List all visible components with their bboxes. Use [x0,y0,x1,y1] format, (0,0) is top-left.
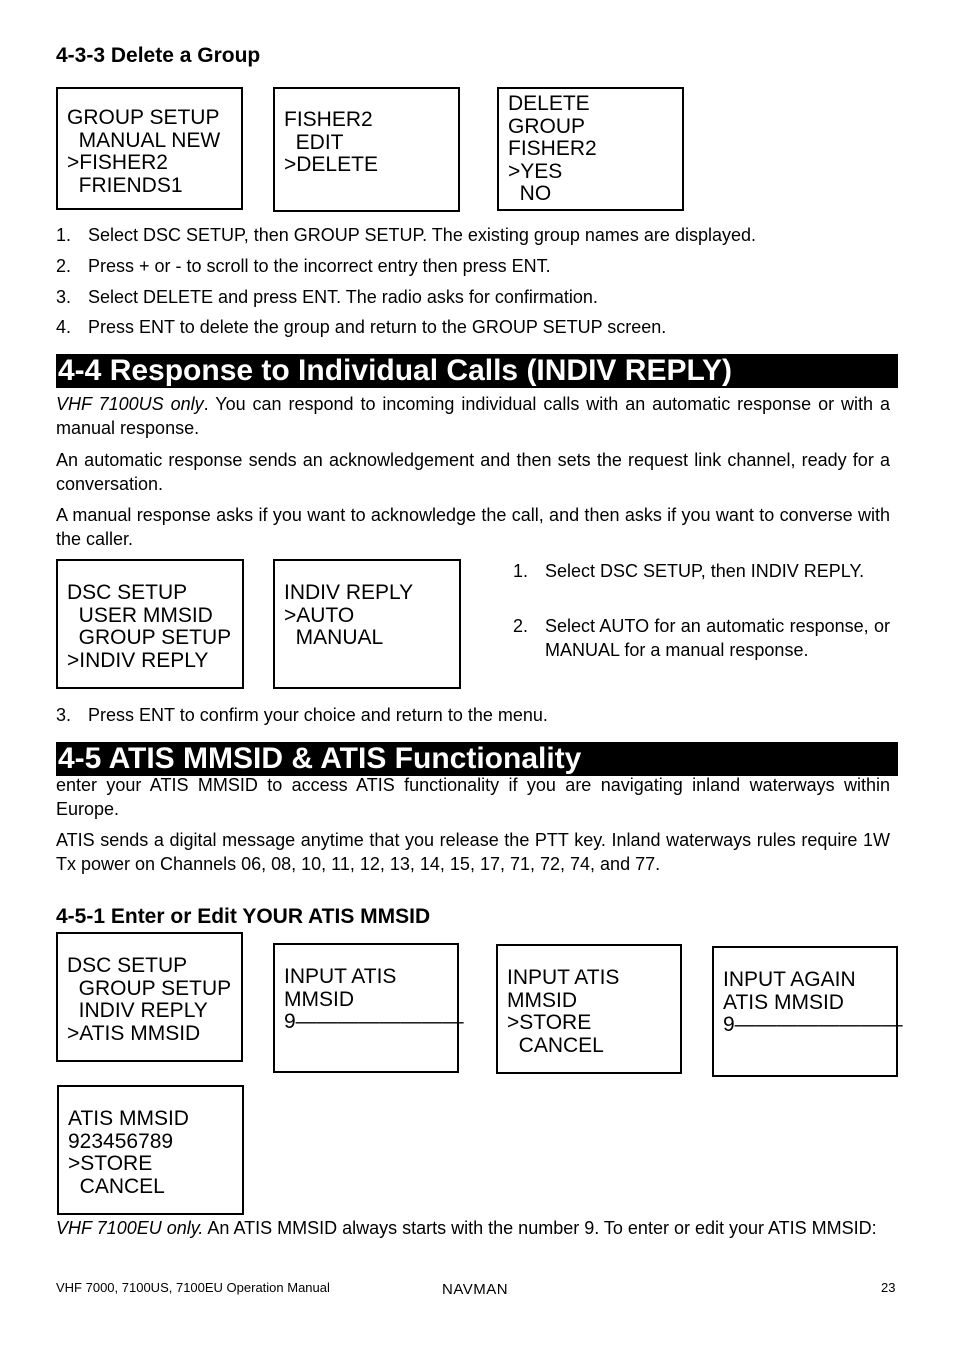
lcd-text: INPUT ATIS MMSID 9———————— [284,965,464,1033]
lcd-screen-fisher2-delete [273,87,460,212]
section-banner-indiv-reply: 4-4 Response to Individual Calls (INDIV REPLY) [56,354,898,388]
lcd-screen-input-atis [273,943,464,1073]
section-heading-delete-group: 4-3-3 Delete a Group [56,44,261,67]
lcd-text: FISHER2 EDIT >DELETE [284,108,378,176]
lcd-screen-indiv-reply [273,559,461,689]
paragraph-indiv-reply-intro: VHF 7100US only. You can respond to incoming individual calls with an automatic response or with a manual response. [56,394,890,438]
lcd-screen-atis-mmsid-store [57,1085,244,1215]
paragraph-atis-power: ATIS sends a digital message anytime that you release the PTT key. Inland waterways rules require 1W Tx power on Channels 06, 08, 10, 11, 12, 13, 14, 15, 17, 71, 72, 74, and 77. [56,830,890,874]
lcd-text: DELETE GROUP FISHER2 >YES NO [508,92,597,205]
lcd-text: DSC SETUP GROUP SETUP INDIV REPLY >ATIS MMSID [67,954,232,1045]
lcd-text: INPUT ATIS MMSID >STORE CANCEL [507,966,620,1057]
paragraph-atis-intro: enter your ATIS MMSID to access ATIS functionality if you are navigating inland waterways within Europe. [56,775,890,819]
lcd-text: INPUT AGAIN ATIS MMSID 9———————— [723,968,903,1036]
lcd-screen-delete-confirm [497,87,684,211]
lcd-screen-group-setup [56,87,243,210]
lcd-screen-dsc-setup [56,559,244,689]
model-note: VHF 7100US only [56,394,204,414]
footer-manual-title: VHF 7000, 7100US, 7100EU Operation Manual [56,1280,330,1295]
model-note: VHF 7100EU only. [56,1218,204,1238]
section-banner-atis: 4-5 ATIS MMSID & ATIS Functionality [56,742,898,776]
lcd-screen-input-atis-store [496,944,682,1074]
lcd-text: GROUP SETUP MANUAL NEW >FISHER2 FRIENDS1 [67,106,221,197]
paragraph-automatic-response: An automatic response sends an acknowledgement and then sets the request link channel, ready for a conversation. [56,450,890,494]
section-heading-atis-mmsid: 4-5-1 Enter or Edit YOUR ATIS MMSID [56,905,431,928]
page-number: 23 [881,1280,896,1295]
lcd-text: DSC SETUP USER MMSID GROUP SETUP >INDIV REPLY [67,581,232,672]
lcd-screen-dsc-setup-atis [56,932,243,1062]
lcd-screen-input-again [712,946,903,1077]
paragraph-manual-response: A manual response asks if you want to acknowledge the call, and then asks if you want to converse with the caller. [56,505,890,549]
lcd-text: INDIV REPLY >AUTO MANUAL [284,581,414,649]
lcd-text: ATIS MMSID 923456789 >STORE CANCEL [68,1107,189,1198]
paragraph-atis-eu-note: VHF 7100EU only. An ATIS MMSID always starts with the number 9. To enter or edit your ATIS MMSID: [56,1218,877,1238]
navman-logo: NAVMAN [442,1281,509,1298]
